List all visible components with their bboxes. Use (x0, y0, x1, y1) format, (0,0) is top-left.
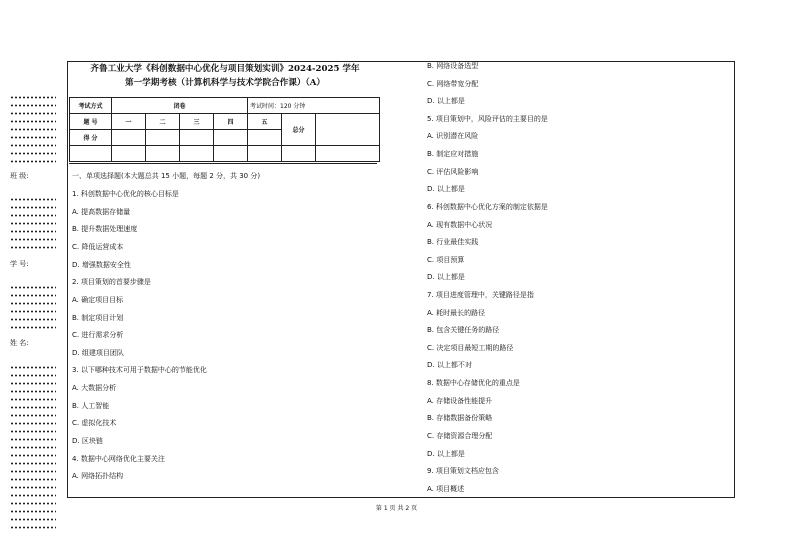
binding-dots (10, 318, 56, 321)
question-line: 8. 数据中心存储优化的重点是 (427, 379, 520, 387)
page-number: 第 1 页 共 2 页 (375, 505, 418, 512)
score-label: 得 分 (70, 130, 112, 146)
option-line: C. 决定项目最短工期的路径 (427, 344, 514, 352)
question-col-3: 三 (180, 114, 214, 130)
score-table (69, 97, 380, 162)
binding-dots (10, 526, 56, 529)
question-col-5: 五 (248, 114, 282, 130)
binding-dots (10, 478, 56, 481)
binding-dots (10, 438, 56, 441)
option-line: A. 网络拓扑结构 (72, 472, 124, 480)
option-line: C. 网络带宽分配 (427, 80, 479, 88)
binding-dots (10, 128, 56, 131)
binding-dots (10, 294, 56, 297)
exam-title-line1: 齐鲁工业大学《科创数据中心优化与项目策划实训》2024-2025 学年 (90, 64, 360, 74)
score-cell-1[interactable] (112, 130, 146, 146)
binding-dots (10, 518, 56, 521)
question-line: 2. 项目策划的首要步骤是 (72, 278, 151, 286)
option-line: C. 存储资源合理分配 (427, 432, 493, 440)
option-line: D. 以上都是 (427, 273, 465, 281)
option-line: A. 大数据分析 (72, 384, 117, 392)
blank-cell (146, 146, 180, 162)
question-line: 9. 项目策划文档应包含 (427, 467, 499, 475)
section-heading: 一、单项选择题(本大题总共 15 小题，每题 2 分，共 30 分) (72, 172, 261, 180)
binding-dots (10, 398, 56, 401)
section-divider (69, 163, 377, 164)
binding-dots (10, 246, 56, 249)
class-label: 班 级: (10, 172, 29, 180)
option-line: C. 进行需求分析 (72, 331, 124, 339)
option-line: C. 评估风险影响 (427, 168, 479, 176)
binding-dots (10, 486, 56, 489)
exam-method-value: 闭卷 (112, 98, 248, 114)
option-line: C. 项目预算 (427, 256, 465, 264)
binding-dots (10, 382, 56, 385)
option-line: A. 识别潜在风险 (427, 132, 479, 140)
option-line: A. 现有数据中心状况 (427, 221, 493, 229)
score-cell-5[interactable] (248, 130, 282, 146)
binding-dots (10, 120, 56, 123)
blank-cell (316, 146, 380, 162)
binding-dots (10, 494, 56, 497)
binding-dots (10, 230, 56, 233)
binding-dots (10, 390, 56, 393)
binding-dots (10, 470, 56, 473)
binding-dots (10, 206, 56, 209)
binding-dots (10, 366, 56, 369)
option-line: B. 制定应对措施 (427, 150, 479, 158)
blank-cell (70, 146, 112, 162)
table-row (70, 114, 380, 130)
option-line: C. 虚拟化技术 (72, 419, 117, 427)
name-label: 姓 名: (10, 339, 29, 347)
option-line: A. 项目概述 (427, 485, 465, 493)
score-cell-4[interactable] (214, 130, 248, 146)
question-no-label: 题 号 (70, 114, 112, 130)
binding-dots (10, 374, 56, 377)
option-line: A. 确定项目目标 (72, 296, 124, 304)
option-line: C. 降低运营成本 (72, 243, 124, 251)
question-col-1: 一 (112, 114, 146, 130)
binding-dots (10, 214, 56, 217)
question-line: 7. 项目进度管理中，关键路径是指 (427, 291, 534, 299)
binding-dots (10, 446, 56, 449)
option-line: D. 以上都不对 (427, 361, 472, 369)
binding-dots (10, 136, 56, 139)
binding-dots (10, 422, 56, 425)
binding-dots (10, 310, 56, 313)
score-cell-3[interactable] (180, 130, 214, 146)
exam-title-line2: 第一学期考核（计算机科学与技术学院合作课）（A） (124, 78, 326, 88)
table-row (70, 98, 380, 114)
binding-dots (10, 286, 56, 289)
exam-time: 考试时间：120 分钟 (248, 98, 380, 114)
question-line: 6. 科创数据中心优化方案的制定依据是 (427, 203, 548, 211)
option-line: B. 制定项目计划 (72, 314, 124, 322)
binding-dots (10, 112, 56, 115)
option-line: B. 提升数据处理速度 (72, 225, 138, 233)
question-col-4: 四 (214, 114, 248, 130)
binding-dots (10, 238, 56, 241)
total-label: 总分 (282, 114, 316, 146)
question-col-2: 二 (146, 114, 180, 130)
blank-cell (214, 146, 248, 162)
question-line: 4. 数据中心网络优化主要关注 (72, 455, 165, 463)
binding-dots (10, 160, 56, 163)
total-score-cell[interactable] (316, 114, 380, 146)
option-line: D. 区块链 (72, 437, 103, 445)
option-line: A. 提高数据存储量 (72, 208, 131, 216)
binding-dots (10, 198, 56, 201)
blank-cell (282, 146, 316, 162)
score-cell-2[interactable] (146, 130, 180, 146)
binding-dots (10, 144, 56, 147)
option-line: D. 以上都是 (427, 185, 465, 193)
binding-dots (10, 454, 56, 457)
binding-dots (10, 462, 56, 465)
table-row (70, 146, 380, 162)
option-line: B. 包含关键任务的路径 (427, 326, 500, 334)
binding-dots (10, 414, 56, 417)
option-line: B. 人工智能 (72, 402, 110, 410)
option-line: A. 耗时最长的路径 (427, 309, 486, 317)
binding-dots (10, 222, 56, 225)
option-line: D. 增强数据安全性 (72, 261, 131, 269)
blank-cell (112, 146, 146, 162)
option-line: B. 存储数据备份策略 (427, 414, 493, 422)
question-line: 1. 科创数据中心优化的核心目标是 (72, 190, 179, 198)
option-line: D. 以上都是 (427, 450, 465, 458)
option-line: B. 网络设备选型 (427, 62, 479, 70)
student-id-label: 学 号: (10, 260, 29, 268)
blank-cell (248, 146, 282, 162)
option-line: A. 存储设备性能提升 (427, 397, 493, 405)
exam-method-label: 考试方式 (70, 98, 112, 114)
option-line: B. 行业最佳实践 (427, 238, 479, 246)
binding-dots (10, 96, 56, 99)
question-line: 3. 以下哪种技术可用于数据中心的节能优化 (72, 366, 207, 374)
binding-dots (10, 406, 56, 409)
option-line: D. 组建项目团队 (72, 349, 124, 357)
option-line: D. 以上都是 (427, 97, 465, 105)
binding-dots (10, 430, 56, 433)
binding-dots (10, 104, 56, 107)
question-line: 5. 项目策划中，风险评估的主要目的是 (427, 115, 548, 123)
blank-cell (180, 146, 214, 162)
binding-dots (10, 302, 56, 305)
binding-dots (10, 326, 56, 329)
binding-dots (10, 152, 56, 155)
